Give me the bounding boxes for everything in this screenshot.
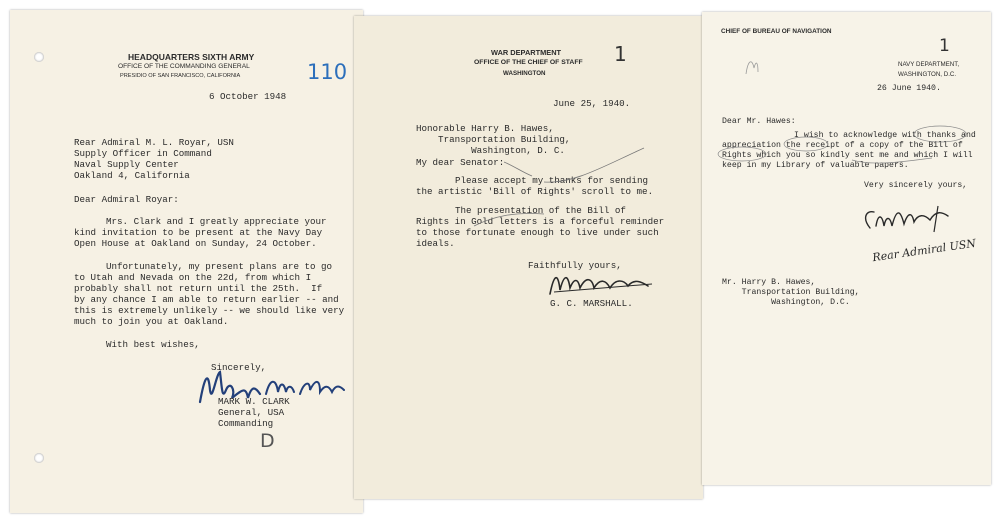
handwritten-number: 1	[614, 42, 627, 66]
handwritten-letter: D	[260, 430, 275, 452]
signer-title: General, USA	[218, 407, 285, 418]
handwritten-number: 1	[939, 36, 950, 56]
body-line: to those fortunate enough to live under such	[416, 227, 659, 238]
letterhead-location: WASHINGTON	[503, 70, 546, 77]
letterhead-office: OFFICE OF THE COMMANDING GENERAL	[118, 63, 250, 70]
punch-hole-bottom	[34, 453, 44, 463]
address-line: Washington, D.C.	[722, 298, 850, 307]
closing: Faithfully yours,	[528, 260, 622, 271]
body-line: Rights in Gold letters is a forceful reminder	[416, 216, 665, 227]
body-line: much to join you at Oakland.	[74, 316, 229, 327]
address-line: Naval Supply Center	[74, 159, 179, 170]
body-line: kind invitation to be present at the Navy Day	[74, 227, 323, 238]
letterhead-location: PRESIDIO OF SAN FRANCISCO, CALIFORNIA	[120, 73, 241, 79]
letter-navy-department	[702, 12, 991, 485]
salutation: My dear Senator:	[416, 157, 505, 168]
address-line: Washington, D. C.	[416, 145, 565, 156]
body-line: ideals.	[416, 238, 455, 249]
letter-war-department	[354, 16, 703, 499]
body-line: Unfortunately, my present plans are to go	[106, 261, 333, 272]
signer-name: MARK W. CLARK	[218, 396, 290, 407]
address-line: Transportation Building,	[722, 288, 860, 297]
address-line: Transportation Building,	[416, 134, 571, 145]
body-line: Mrs. Clark and I greatly appreciate your	[106, 216, 327, 227]
letterhead-right: NAVY DEPARTMENT,	[898, 61, 960, 68]
closing: Sincerely,	[211, 362, 267, 373]
salutation: Dear Mr. Hawes:	[722, 117, 796, 126]
salutation: Dear Admiral Royar:	[74, 194, 179, 205]
body-line: the artistic 'Bill of Rights' scroll to me.	[416, 186, 654, 197]
letter-date: 26 June 1940.	[877, 84, 941, 93]
closing: Very sincerely yours,	[864, 181, 968, 190]
letterhead-title: WAR DEPARTMENT	[491, 48, 562, 57]
body-line: Rights which you so kindly sent me and which I will	[722, 151, 973, 160]
pencil-annotation-lines	[354, 16, 703, 499]
letterhead-left: CHIEF OF BUREAU OF NAVIGATION	[721, 28, 832, 35]
body-line: probably shall not return until the 25th. If	[74, 283, 323, 294]
signer-name: G. C. MARSHALL.	[550, 298, 633, 309]
letter-date: June 25, 1940.	[553, 98, 631, 109]
letterhead-right: WASHINGTON, D.C.	[898, 71, 957, 78]
address-line: Honorable Harry B. Hawes,	[416, 123, 554, 134]
body-line: Open House at Oakland on Sunday, 24 October.	[74, 238, 317, 249]
handwritten-number: 110	[307, 60, 348, 84]
address-line: Supply Officer in Command	[74, 148, 212, 159]
signature-extra-text: Rear Admiral USN	[871, 236, 977, 265]
letterhead-title: HEADQUARTERS SIXTH ARMY	[128, 52, 255, 62]
address-line: Mr. Harry B. Hawes,	[722, 278, 816, 287]
punch-hole-top	[34, 52, 44, 62]
body-line: appreciation the receipt of a copy of the Bill of	[722, 141, 963, 150]
letter-date: 6 October 1948	[209, 91, 287, 102]
body-line: The presentation of the Bill of	[455, 205, 626, 216]
body-line: this is extremely unlikely -- we should like very	[74, 305, 345, 316]
letterhead-office: OFFICE OF THE CHIEF OF STAFF	[474, 59, 583, 66]
address-line: Rear Admiral M. L. Royar, USN	[74, 137, 234, 148]
body-line: to Utah and Nevada on the 22d, from which I	[74, 272, 312, 283]
closing-wishes: With best wishes,	[106, 339, 200, 350]
body-line: by any chance I am able to return earlier -- and	[74, 294, 339, 305]
address-line: Oakland 4, California	[74, 170, 190, 181]
body-line: keep in my Library of valuable papers.	[722, 161, 909, 170]
body-line: I wish to acknowledge with thanks and	[794, 131, 976, 140]
letter-sixth-army	[10, 10, 363, 513]
body-line: Please accept my thanks for sending	[455, 175, 648, 186]
signer-title: Commanding	[218, 418, 274, 429]
